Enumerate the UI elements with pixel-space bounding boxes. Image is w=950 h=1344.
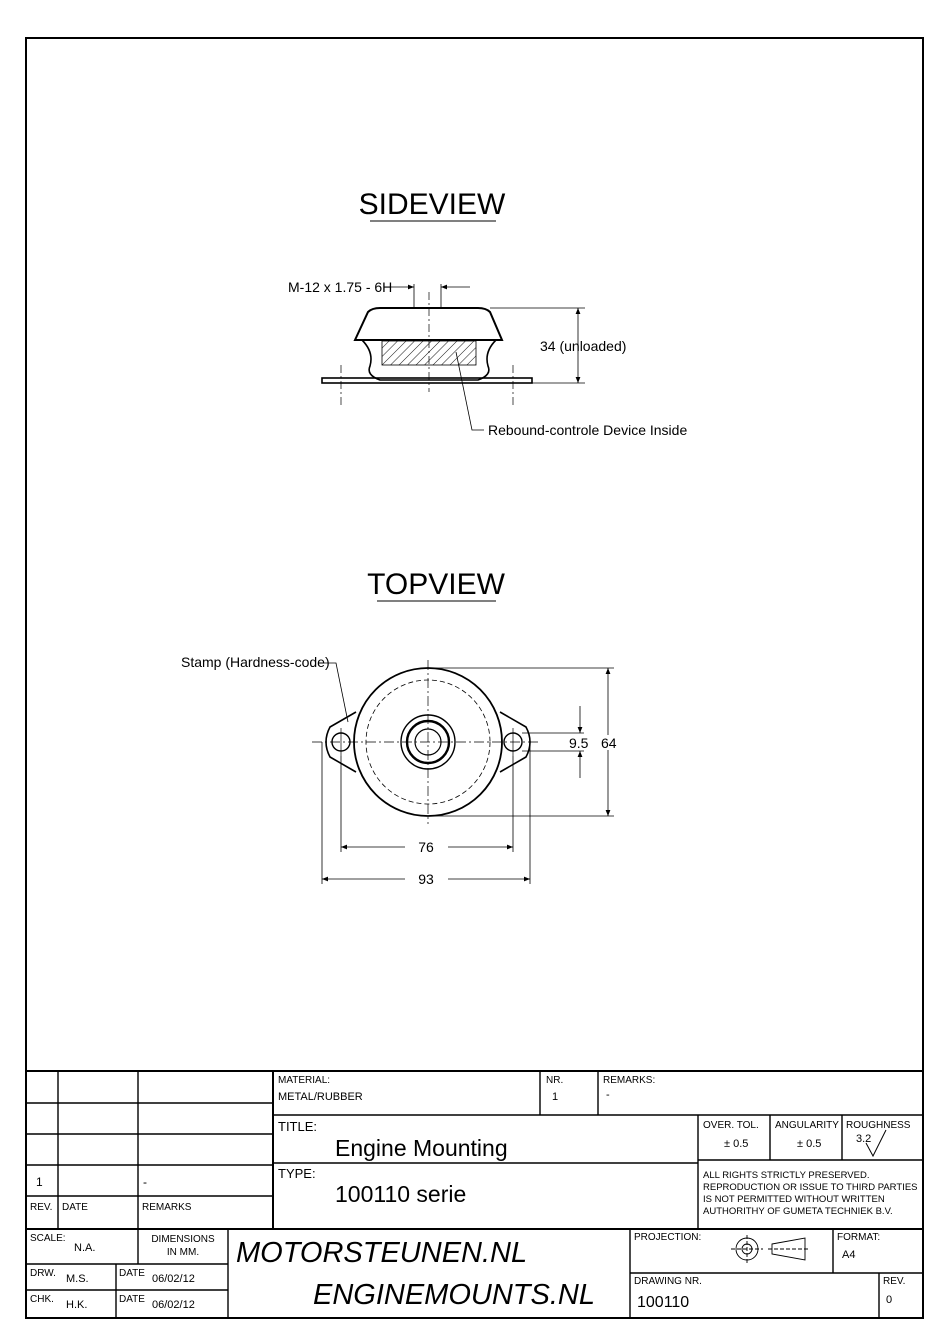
material-value: METAL/RUBBER [278,1091,363,1103]
top-view-title: TOPVIEW [367,568,505,601]
dim-bolt-label: 9.5 [569,735,589,751]
dimensions-line-2: IN MM. [166,1247,200,1258]
side-view [288,188,687,438]
side-view-title: SIDEVIEW [358,188,506,221]
over-tol-label: OVER. TOL. [703,1120,759,1131]
drawing-nr-label: DRAWING NR. [634,1276,702,1287]
remarks-column-label: REMARKS [142,1202,192,1213]
rev-value: 0 [886,1294,893,1306]
rights-line-2: REPRODUCTION OR ISSUE TO THIRD PARTIES [703,1182,918,1193]
type-value: 100110 serie [335,1181,467,1207]
format-value: A4 [842,1249,856,1261]
mount-top-cap [355,308,502,340]
rev-row-number: 1 [36,1175,43,1189]
dim-hole-spacing-label: 76 [418,839,434,855]
scale-value: N.A. [74,1242,96,1254]
nr-value: 1 [552,1091,559,1103]
projection-label: PROJECTION: [634,1232,702,1243]
rev-label: REV. [883,1276,906,1287]
chk-label: CHK. [30,1294,54,1305]
material-label: MATERIAL: [278,1075,331,1086]
projection-symbol [731,1235,809,1263]
chk-value: H.K. [66,1299,88,1311]
chk-date-label: DATE [119,1294,145,1305]
dim-overall-label: 93 [418,871,434,887]
roughness-label: ROUGHNESS [846,1120,911,1131]
drw-date-label: DATE [119,1268,145,1279]
rev-row-remark: - [143,1175,147,1189]
date-column-label: DATE [62,1202,88,1213]
type-label: TYPE: [278,1166,316,1181]
over-tol-value: ± 0.5 [724,1138,749,1150]
brand-line-2: ENGINEMOUNTS.NL [313,1279,595,1311]
remarks-label: REMARKS: [603,1075,656,1086]
angularity-label: ANGULARITY [775,1120,839,1131]
nr-label: NR. [546,1075,564,1086]
brand-line-1: MOTORSTEUNEN.NL [236,1237,528,1269]
dimensions-line-1: DIMENSIONS [151,1234,215,1245]
remarks-value: - [606,1089,610,1101]
thread-label: M-12 x 1.75 - 6H [288,279,393,295]
rights-line-1: ALL RIGHTS STRICTLY PRESERVED. [703,1170,870,1181]
rebound-label: Rebound-controle Device Inside [488,422,688,438]
drw-label: DRW. [30,1268,56,1279]
angularity-value: ± 0.5 [797,1138,822,1150]
drw-value: M.S. [66,1273,89,1285]
drw-date-value: 06/02/12 [152,1273,195,1285]
chk-date-value: 06/02/12 [152,1299,195,1311]
rights-line-3: IS NOT PERMITTED WITHOUT WRITTEN [703,1194,885,1205]
drawing-nr-value: 100110 [637,1294,690,1311]
format-label: FORMAT: [837,1232,881,1243]
stamp-label: Stamp (Hardness-code) [181,654,330,670]
dim-width-label: 64 [601,735,617,751]
roughness-value: 3.2 [856,1133,872,1145]
title-label: TITLE: [278,1119,318,1134]
scale-label: SCALE: [30,1233,66,1244]
rights-line-4: AUTHORITHY OF GUMETA TECHNIEK B.V. [703,1206,893,1217]
height-label: 34 (unloaded) [540,338,627,354]
top-view [181,568,617,887]
title-value: Engine Mounting [335,1135,508,1161]
rev-column-label: REV. [30,1202,53,1213]
